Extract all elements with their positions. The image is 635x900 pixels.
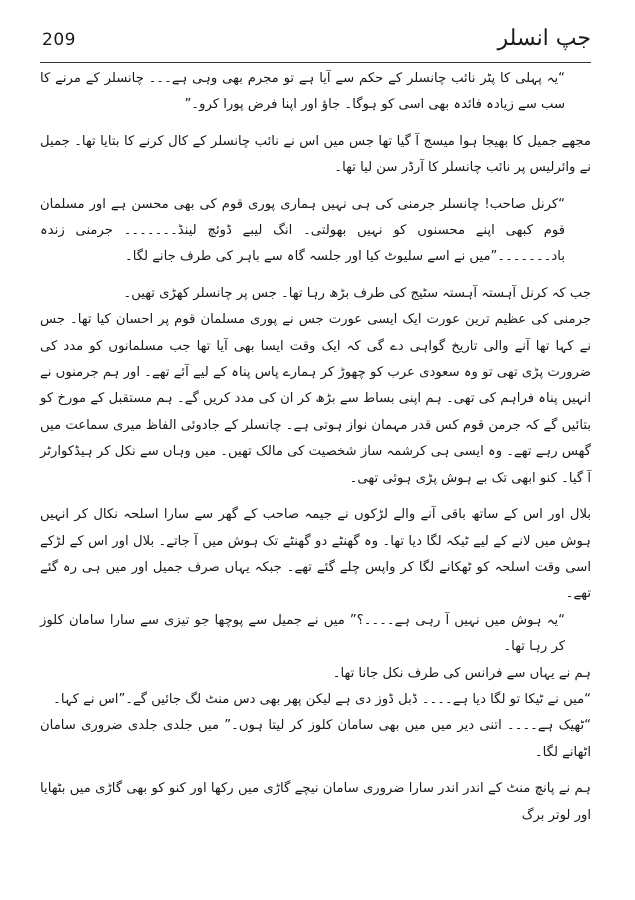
paragraph-colonel-speech: “کرنل صاحب! چانسلر جرمنی کی ہی نہیں ہماری پوری قوم کی بھی محسن ہے اور مسلمان قوم کبھی اپنے محسنوں کو نہیں بھولتی۔ انگ لیبے ڈوئچ لینڈ۔۔۔۔۔۔۔ جرمنی زندہ باد۔۔۔۔۔۔۔”میں نے اسے سلیوٹ کیا اور جلسہ گاہ سے باہر کی طرف جانے لگا۔ xyxy=(40,196,565,265)
running-title: جپ انسلر xyxy=(497,26,591,51)
paragraph-jamil-message: مجھے جمیل کا بھیجا ہوا میسج آ گیا تھا جس میں اس نے نائب چانسلر کے کال کرنے کا بتایا تھا۔ جمیل نے وائرلیس پر نائب چانسلر کا آرڈر سن لیا تھا۔ xyxy=(40,133,591,176)
paragraph-france: ہم نے یہاں سے فرانس کی طرف نکل جانا تھا۔ xyxy=(332,665,591,681)
paragraph-departure: ہم نے پانچ منٹ کے اندر اندر سارا ضروری سامان نیچے گاڑی میں رکھا اور کنو کو بھی گاڑی میں بٹھایا اور لوتر برگ xyxy=(40,781,591,823)
paragraph-colonel-stage: جب کہ کرنل آہستہ آہستہ سٹیج کی طرف بڑھ رہا تھا۔ جس پر چانسلر کھڑی تھیں۔ xyxy=(123,285,591,301)
paragraph-chancellor-speech: جرمنی کی عظیم ترین عورت ایک ایسی عورت جس نے پوری مسلمان قوم پر احسان کیا تھا۔ جس نے کہا تھا آنے والی تاریخ گواہی دے گی کہ ایک وقت ایسا بھی آیا تھا جب مسلمانوں کو مدد کی ضرورت پڑی تھی تو وہ سعودی عرب کو چھوڑ کر ہمارے پاس پناہ کے لیے آئے تھے۔ اور ہم جرمنوں نے انہیں پناہ فراہم کی تھی۔ ہم اپنی بساط سے بڑھ کر ان کی مدد کریں گے۔ ہم مستقبل کے مورخ کو بتائیں گے کہ جرمن قوم کس قدر مہمان نواز ہوتی ہے۔ چانسلر کے جادوئی الفاظ میری سماعت میں گھس رہے تھے۔ وہ ایسی ہی کرشمہ ساز شخصیت کی مالک تھیں۔ میں وہاں سے نکل کر ہیڈکوارٹر آ گیا۔ کنو ابھی تک بے ہوش پڑی ہوئی تھی۔ xyxy=(40,312,591,486)
page-header xyxy=(40,26,591,60)
paragraph-dialogue-injection: “میں نے ٹیکا تو لگا دیا ہے۔۔۔۔ ڈبل ڈوز دی ہے لیکن پھر بھی دس منٹ لگ جائیں گے۔”اس نے کہا۔ xyxy=(53,691,591,707)
paragraph-bilal-boys: بلال اور اس کے ساتھ باقی آنے والے لڑکوں نے جیمہ صاحب کے گھر سے سارا اسلحہ نکال کر انہیں ہوش میں لانے کے لیے ٹیکہ لگا دیا تھا۔ وہ گھنٹے دو گھنٹے تک ہوش میں آ جاتے۔ بلال اور اس کے لڑکے اسی وقت اسلحہ کو ٹھکانے لگا کر واپس چلے گئے تھے۔ جبکہ یہاں صرف جمیل اور میں ہی رہ گئے تھے۔ xyxy=(40,507,591,602)
header-divider xyxy=(40,62,591,63)
page-body xyxy=(40,66,591,829)
page-number: 209 xyxy=(42,30,76,50)
paragraph-dialogue-packing: “ٹھیک ہے۔۔۔۔ اتنی دیر میں میں بھی سامان کلوز کر لیتا ہوں۔” میں جلدی جلدی ضروری سامان اٹھانے لگا۔ xyxy=(40,718,591,760)
paragraph-dialogue-question: “یہ ہوش میں نہیں آ رہی ہے۔۔۔۔؟” میں نے جمیل سے پوچھا جو تیزی سے سارا سامان کلوز کر رہا تھا۔ xyxy=(40,612,565,655)
paragraph-quote-vice-chancellor: “یہ پہلی کا پٹر نائب چانسلر کے حکم سے آیا ہے تو مجرم بھی وہی ہے۔۔۔ چانسلر کے مرنے کا سب سے زیادہ فائدہ بھی اسی کو ہوگا۔ جاؤ اور اپنا فرض پورا کرو۔” xyxy=(40,71,565,113)
